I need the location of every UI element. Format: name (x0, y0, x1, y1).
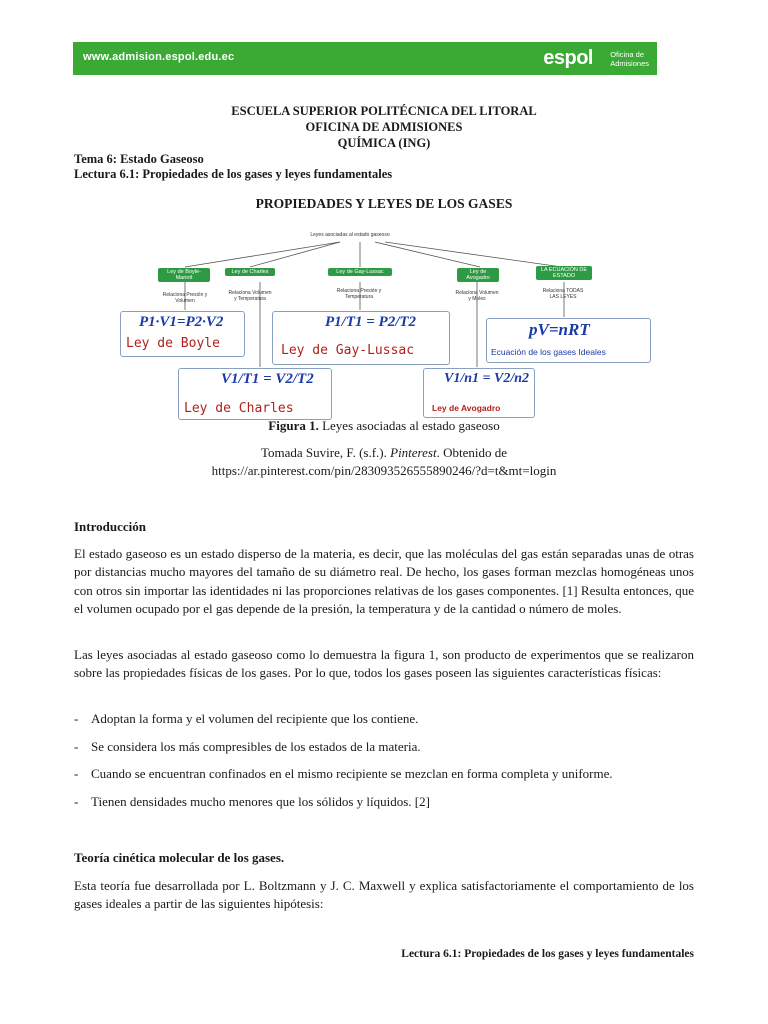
note-avogadro: Relaciona Volumen y Moles (455, 290, 499, 302)
admission-url[interactable]: www.admision.espol.edu.ec (83, 51, 235, 63)
avogadro-formula: V1/n1 = V2/n2 (444, 371, 530, 386)
charles-formula: V1/T1 = V2/T2 (221, 371, 314, 387)
node-gaylussac: Ley de Gay-Lussac (328, 268, 392, 276)
kinetic-theory-heading: Teoría cinética molecular de los gases. (74, 850, 285, 865)
list-item-text: Adoptan la forma y el volumen del recipiente que los contiene. (91, 711, 419, 726)
source-prefix: Tomada Suvire, F. (s.f.). (261, 445, 391, 460)
course-name: QUÍMICA (ING) (337, 136, 431, 150)
boyle-formula: P1·V1=P2·V2 (139, 314, 224, 330)
figure-caption-label: Figura 1. (268, 418, 319, 433)
node-state-equation: LA ECUACIÓN DE ESTADO (536, 266, 592, 280)
list-item-text: Tienen densidades mucho menores que los sólidos y líquidos. [2] (91, 794, 430, 809)
avogadro-law-box (423, 368, 535, 418)
note-charles: Relaciona Volumen y Temperatura (228, 290, 272, 302)
note-state-equation: Relaciona TODAS LAS LEYES (542, 288, 584, 300)
note-boyle: Relaciona Presión y Volumen (162, 292, 208, 304)
gas-laws-figure (120, 230, 650, 420)
gaylussac-law-name: Ley de Gay-Lussac (281, 343, 415, 358)
kinetic-theory-paragraph: Esta teoría fue desarrollada por L. Boltzmann y J. C. Maxwell y explica satisfactoriamente el comportamiento de los gases ideales a partir de las siguientes hipótesis: (74, 878, 694, 912)
logo-subtitle-line2: Admisiones (610, 59, 649, 68)
list-item: - Se considera los más compresibles de los estados de la materia. (74, 739, 421, 754)
intro-paragraph-1: El estado gaseoso es un estado disperso de la materia, es decir, que las moléculas del gas están separadas unas de otras por distancias mucho mayores del tamaño de su diámetro real. De hecho, los gases forman mezclas homogéneas unos con otros sin importar las identidades ni las proporciones relativas de los gases componentes. [1] Resulta entonces, que el volumen ocupado por el gas depende de la presión, la temperatura y de la cantidad o número de moles. (74, 546, 694, 616)
boyle-law-box (120, 311, 245, 357)
list-item: - Adoptan la forma y el volumen del recipiente que los contiene. (74, 711, 419, 726)
note-gaylussac: Relaciona Presión y Temperatura (336, 288, 382, 300)
boyle-law-name: Ley de Boyle (126, 336, 220, 351)
node-boyle: Ley de Boyle-Mariott (158, 268, 210, 282)
intro-paragraph-2: Las leyes asociadas al estado gaseoso como lo demuestra la figura 1, son producto de experimentos que se realizaron sobre las propiedades físicas de los gases. Por lo que, todos los gases poseen las siguientes características físicas: (74, 647, 694, 681)
topic-label: Tema 6: Estado Gaseoso (74, 152, 204, 166)
ideal-gas-box (486, 318, 651, 363)
espol-logo: espol (543, 47, 593, 69)
gaylussac-law-box (272, 311, 450, 365)
list-item-text: Cuando se encuentran confinados en el mismo recipiente se mezclan en forma completa y uniforme. (91, 766, 613, 781)
root-node: Leyes asociadas al estado gaseoso (310, 232, 390, 238)
ideal-gas-name: Ecuación de los gases Ideales (491, 347, 606, 357)
list-item: - Tienen densidades mucho menores que los sólidos y líquidos. [2] (74, 794, 430, 809)
figure-caption (0, 418, 768, 434)
figure-caption-text: Leyes asociadas al estado gaseoso (318, 418, 500, 433)
logo-subtitle-line1: Oficina de (610, 50, 644, 59)
page-footer: Lectura 6.1: Propiedades de los gases y leyes fundamentales (401, 948, 694, 960)
ideal-gas-formula: pV=nRT (529, 320, 590, 339)
institution-name: ESCUELA SUPERIOR POLITÉCNICA DEL LITORAL (231, 104, 537, 118)
office-name: OFICINA DE ADMISIONES (305, 120, 463, 134)
logo-subtitle (610, 50, 649, 68)
charles-law-name: Ley de Charles (184, 401, 294, 416)
header-banner (73, 42, 657, 75)
source-url[interactable]: https://ar.pinterest.com/pin/283093526555890246/?d=t&mt=login (211, 463, 557, 478)
reading-label: Lectura 6.1: Propiedades de los gases y leyes fundamentales (74, 167, 393, 181)
gaylussac-formula: P1/T1 = P2/T2 (325, 314, 417, 330)
avogadro-law-name: Ley de Avogadro (432, 403, 501, 413)
list-item-text: Se considera los más compresibles de los estados de la materia. (91, 739, 421, 754)
charles-law-box (178, 368, 332, 420)
source-citation (0, 444, 768, 462)
list-item: - Cuando se encuentran confinados en el mismo recipiente se mezclan en forma completa y uniforme. (74, 766, 613, 781)
source-italic: Pinterest (390, 445, 437, 460)
node-avogadro: Ley de Avogadro (457, 268, 499, 282)
node-charles: Ley de Charles (225, 268, 275, 276)
source-suffix: . Obtenido de (436, 445, 507, 460)
figure-source (0, 444, 768, 480)
page-title: PROPIEDADES Y LEYES DE LOS GASES (255, 196, 513, 211)
intro-heading: Introducción (74, 519, 146, 534)
